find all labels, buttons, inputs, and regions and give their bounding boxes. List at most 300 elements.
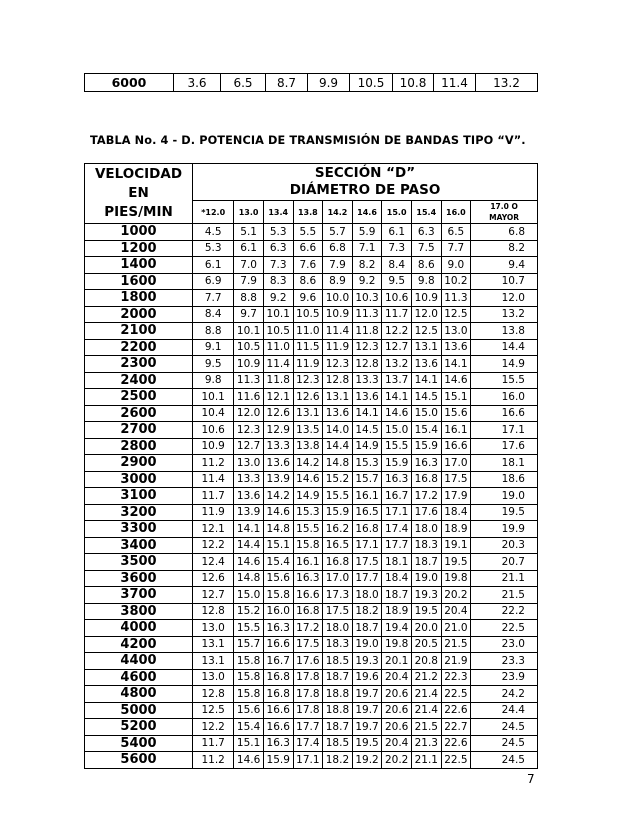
value-cell: 12.7 [382, 339, 412, 356]
value-cell: 7.1 [352, 240, 382, 257]
velocity-header-line: PIES/MIN [104, 204, 173, 220]
value-cell: 5.3 [193, 240, 234, 257]
velocity-cell: 2000 [85, 306, 193, 323]
table-row [85, 372, 538, 389]
value-cell: 13.6 [234, 488, 264, 505]
table-row [85, 273, 538, 290]
value-cell: 9.5 [382, 273, 412, 290]
page-number: 7 [527, 772, 535, 786]
value-cell: 15.3 [293, 504, 323, 521]
value-cell: 16.1 [293, 554, 323, 571]
value-cell: 9.8 [193, 372, 234, 389]
value-cell: 7.7 [441, 240, 471, 257]
value-cell: 17.4 [293, 735, 323, 752]
value-cell: 17.8 [293, 702, 323, 719]
value-cell: 18.7 [323, 669, 353, 686]
value-cell: 6.3 [411, 224, 441, 241]
value-cell: 24.5 [471, 719, 538, 736]
value-cell: 16.8 [323, 554, 353, 571]
value-cell: 8.3 [263, 273, 293, 290]
value-cell: 14.9 [352, 438, 382, 455]
value-cell: 9.9 [308, 74, 350, 92]
value-cell: 17.6 [471, 438, 538, 455]
value-cell: 8.7 [266, 74, 308, 92]
value-cell: 15.1 [263, 537, 293, 554]
value-cell: 13.9 [263, 471, 293, 488]
value-cell: 18.1 [471, 455, 538, 472]
velocity-cell: 2200 [85, 339, 193, 356]
value-cell: 15.4 [234, 719, 264, 736]
value-cell: 6.1 [234, 240, 264, 257]
diameter-header: 15.0 [382, 201, 412, 224]
value-cell: 21.5 [411, 719, 441, 736]
value-cell: 9.5 [193, 356, 234, 373]
value-cell: 16.8 [293, 603, 323, 620]
value-cell: 11.9 [193, 504, 234, 521]
value-cell: 24.5 [471, 752, 538, 769]
value-cell: 21.0 [441, 620, 471, 637]
value-cell: 16.1 [352, 488, 382, 505]
value-cell: 21.5 [441, 636, 471, 653]
value-cell: 12.9 [263, 422, 293, 439]
value-cell: 15.4 [263, 554, 293, 571]
value-cell: 19.5 [411, 603, 441, 620]
value-cell: 12.4 [193, 554, 234, 571]
value-cell: 17.2 [411, 488, 441, 505]
value-cell: 14.8 [263, 521, 293, 538]
value-cell: 7.5 [411, 240, 441, 257]
velocity-cell: 3000 [85, 471, 193, 488]
table-row [85, 570, 538, 587]
value-cell: 24.2 [471, 686, 538, 703]
value-cell: 22.5 [441, 686, 471, 703]
value-cell: 17.4 [382, 521, 412, 538]
value-cell: 12.3 [323, 356, 353, 373]
value-cell: 5.3 [263, 224, 293, 241]
value-cell: 16.6 [441, 438, 471, 455]
value-cell: 20.2 [382, 752, 412, 769]
diameter-header: 13.4 [263, 201, 293, 224]
table-row [85, 356, 538, 373]
value-cell: 13.7 [382, 372, 412, 389]
value-cell: 15.4 [411, 422, 441, 439]
value-cell: 18.7 [382, 587, 412, 604]
value-cell: 24.4 [471, 702, 538, 719]
table-row [85, 686, 538, 703]
table-row [85, 554, 538, 571]
table-row [85, 653, 538, 670]
value-cell: 12.0 [471, 290, 538, 307]
value-cell: 15.1 [441, 389, 471, 406]
velocity-cell: 2400 [85, 372, 193, 389]
value-cell: 15.9 [323, 504, 353, 521]
value-cell: 16.7 [263, 653, 293, 670]
value-cell: 17.5 [293, 636, 323, 653]
value-cell: 6.6 [293, 240, 323, 257]
value-cell: 11.9 [323, 339, 353, 356]
value-cell: 7.3 [263, 257, 293, 274]
velocity-cell: 3500 [85, 554, 193, 571]
value-cell: 9.0 [441, 257, 471, 274]
value-cell: 14.4 [471, 339, 538, 356]
value-cell: 20.6 [382, 702, 412, 719]
value-cell: 20.4 [382, 669, 412, 686]
value-cell: 11.4 [323, 323, 353, 340]
velocity-header-line: VELOCIDAD [94, 166, 183, 182]
value-cell: 14.8 [234, 570, 264, 587]
value-cell: 16.6 [263, 636, 293, 653]
value-cell: 8.8 [234, 290, 264, 307]
value-cell: 23.3 [471, 653, 538, 670]
value-cell: 11.3 [441, 290, 471, 307]
value-cell: 16.6 [263, 719, 293, 736]
value-cell: 19.8 [441, 570, 471, 587]
value-cell: 19.6 [352, 669, 382, 686]
value-cell: 16.3 [411, 455, 441, 472]
value-cell: 14.2 [293, 455, 323, 472]
value-cell: 19.3 [352, 653, 382, 670]
value-cell: 23.9 [471, 669, 538, 686]
value-cell: 15.7 [234, 636, 264, 653]
value-cell: 18.0 [352, 587, 382, 604]
value-cell: 12.0 [234, 405, 264, 422]
value-cell: 12.7 [234, 438, 264, 455]
value-cell: 16.5 [323, 537, 353, 554]
value-cell: 20.3 [471, 537, 538, 554]
diameter-header: 13.0 [234, 201, 264, 224]
value-cell: 20.5 [411, 636, 441, 653]
value-cell: 17.2 [293, 620, 323, 637]
value-cell: 10.8 [393, 74, 434, 92]
value-cell: 17.7 [293, 719, 323, 736]
value-cell: 15.5 [382, 438, 412, 455]
table-row [85, 224, 538, 241]
value-cell: 19.9 [471, 521, 538, 538]
value-cell: 15.6 [441, 405, 471, 422]
value-cell: 10.1 [234, 323, 264, 340]
value-cell: 13.0 [193, 620, 234, 637]
value-cell: 6.8 [471, 224, 538, 241]
header-row [85, 164, 538, 201]
value-cell: 19.7 [352, 702, 382, 719]
value-cell: 15.0 [411, 405, 441, 422]
velocity-cell: 2800 [85, 438, 193, 455]
value-cell: 12.5 [193, 702, 234, 719]
value-cell: 15.8 [293, 537, 323, 554]
section-header [193, 164, 538, 201]
table-row [85, 257, 538, 274]
value-cell: 10.9 [193, 438, 234, 455]
value-cell: 18.4 [441, 504, 471, 521]
value-cell: 10.9 [323, 306, 353, 323]
value-cell: 19.2 [352, 752, 382, 769]
value-cell: 19.8 [382, 636, 412, 653]
value-cell: 9.6 [293, 290, 323, 307]
value-cell: 14.6 [263, 504, 293, 521]
value-cell: 8.2 [352, 257, 382, 274]
diameter-title: DIÁMETRO DE PASO [289, 182, 441, 198]
value-cell: 22.2 [471, 603, 538, 620]
velocity-cell: 5200 [85, 719, 193, 736]
value-cell: 14.8 [323, 455, 353, 472]
value-cell: 20.4 [382, 735, 412, 752]
value-cell: 7.9 [234, 273, 264, 290]
value-cell: 18.9 [382, 603, 412, 620]
table-body [85, 224, 538, 769]
value-cell: 13.8 [293, 438, 323, 455]
value-cell: 8.9 [323, 273, 353, 290]
value-cell: 11.5 [293, 339, 323, 356]
value-cell: 10.4 [193, 405, 234, 422]
value-cell: 3.6 [174, 74, 221, 92]
value-cell: 22.3 [441, 669, 471, 686]
value-cell: 16.3 [293, 570, 323, 587]
value-cell: 17.7 [382, 537, 412, 554]
value-cell: 14.6 [234, 752, 264, 769]
value-cell: 14.9 [471, 356, 538, 373]
value-cell: 10.5 [350, 74, 393, 92]
value-cell: 8.6 [293, 273, 323, 290]
value-cell: 7.3 [382, 240, 412, 257]
value-cell: 15.8 [234, 669, 264, 686]
value-cell: 20.8 [411, 653, 441, 670]
value-cell: 21.4 [411, 686, 441, 703]
value-cell: 8.4 [193, 306, 234, 323]
value-cell: 20.7 [471, 554, 538, 571]
value-cell: 10.2 [441, 273, 471, 290]
value-cell: 8.6 [411, 257, 441, 274]
value-cell: 10.5 [234, 339, 264, 356]
value-cell: 16.8 [411, 471, 441, 488]
value-cell: 12.3 [234, 422, 264, 439]
value-cell: 17.5 [352, 554, 382, 571]
value-cell: 13.1 [411, 339, 441, 356]
value-cell: 15.5 [471, 372, 538, 389]
value-cell: 11.3 [234, 372, 264, 389]
value-cell: 16.6 [471, 405, 538, 422]
value-cell: 18.8 [323, 702, 353, 719]
value-cell: 12.6 [193, 570, 234, 587]
table-row [85, 455, 538, 472]
value-cell: 17.5 [441, 471, 471, 488]
value-cell: 15.8 [234, 653, 264, 670]
velocity-cell: 5400 [85, 735, 193, 752]
value-cell: 14.2 [263, 488, 293, 505]
value-cell: 18.7 [323, 719, 353, 736]
value-cell: 14.5 [411, 389, 441, 406]
value-cell: 22.6 [441, 735, 471, 752]
diameter-header: 15.4 [411, 201, 441, 224]
value-cell: 15.6 [263, 570, 293, 587]
value-cell: 17.0 [323, 570, 353, 587]
velocity-cell: 4000 [85, 620, 193, 637]
table-row [85, 240, 538, 257]
value-cell: 6.5 [441, 224, 471, 241]
value-cell: 16.8 [263, 669, 293, 686]
value-cell: 17.0 [441, 455, 471, 472]
velocity-cell: 2500 [85, 389, 193, 406]
value-cell: 6.3 [263, 240, 293, 257]
table-row [85, 323, 538, 340]
table-row [85, 405, 538, 422]
velocity-cell: 1600 [85, 273, 193, 290]
value-cell: 12.7 [193, 587, 234, 604]
velocity-cell: 4200 [85, 636, 193, 653]
velocity-cell: 1000 [85, 224, 193, 241]
value-cell: 13.6 [411, 356, 441, 373]
value-cell: 10.1 [263, 306, 293, 323]
value-cell: 15.5 [323, 488, 353, 505]
value-cell: 16.8 [352, 521, 382, 538]
velocity-cell: 3300 [85, 521, 193, 538]
value-cell: 19.7 [352, 686, 382, 703]
value-cell: 18.4 [382, 570, 412, 587]
table-row [85, 422, 538, 439]
table-row [85, 306, 538, 323]
value-cell: 15.9 [263, 752, 293, 769]
value-cell: 16.6 [293, 587, 323, 604]
velocity-cell: 5000 [85, 702, 193, 719]
value-cell: 19.0 [352, 636, 382, 653]
value-cell: 9.2 [352, 273, 382, 290]
value-cell: 12.3 [352, 339, 382, 356]
value-cell: 13.1 [293, 405, 323, 422]
value-cell: 15.5 [293, 521, 323, 538]
table-row [85, 504, 538, 521]
table-caption: TABLA No. 4 - D. POTENCIA DE TRANSMISIÓN DE BANDAS TIPO “V”. [90, 134, 526, 147]
velocity-header [85, 164, 193, 224]
value-cell: 11.9 [293, 356, 323, 373]
value-cell: 13.1 [193, 636, 234, 653]
value-cell: 13.2 [471, 306, 538, 323]
value-cell: 13.1 [323, 389, 353, 406]
value-cell: 9.1 [193, 339, 234, 356]
value-cell: 12.2 [193, 537, 234, 554]
value-cell: 16.3 [263, 620, 293, 637]
value-cell: 12.0 [411, 306, 441, 323]
velocity-cell: 2300 [85, 356, 193, 373]
value-cell: 11.6 [234, 389, 264, 406]
value-cell: 21.9 [441, 653, 471, 670]
table-row [85, 636, 538, 653]
value-cell: 10.7 [471, 273, 538, 290]
value-cell: 21.1 [411, 752, 441, 769]
section-title: SECCIÓN “D” [314, 165, 416, 181]
value-cell: 20.6 [382, 719, 412, 736]
value-cell: 8.8 [193, 323, 234, 340]
value-cell: 15.0 [382, 422, 412, 439]
value-cell: 15.9 [382, 455, 412, 472]
value-cell: 16.2 [323, 521, 353, 538]
velocity-cell: 2100 [85, 323, 193, 340]
value-cell: 13.2 [382, 356, 412, 373]
value-cell: 14.1 [352, 405, 382, 422]
value-cell: 15.2 [323, 471, 353, 488]
value-cell: 18.0 [411, 521, 441, 538]
value-cell: 5.5 [293, 224, 323, 241]
value-cell: 13.3 [263, 438, 293, 455]
value-cell: 17.6 [411, 504, 441, 521]
value-cell: 17.1 [471, 422, 538, 439]
value-cell: 10.9 [234, 356, 264, 373]
table-row [85, 521, 538, 538]
value-cell: 7.6 [293, 257, 323, 274]
value-cell: 10.0 [323, 290, 353, 307]
value-cell: 18.1 [382, 554, 412, 571]
value-cell: 13.5 [293, 422, 323, 439]
value-cell: 14.6 [441, 372, 471, 389]
value-cell: 22.5 [471, 620, 538, 637]
value-cell: 24.5 [471, 735, 538, 752]
value-cell: 15.6 [234, 702, 264, 719]
value-cell: 13.6 [441, 339, 471, 356]
value-cell: 12.8 [323, 372, 353, 389]
velocity-cell: 3400 [85, 537, 193, 554]
value-cell: 16.6 [263, 702, 293, 719]
value-cell: 17.6 [293, 653, 323, 670]
velocity-cell: 5600 [85, 752, 193, 769]
table-row [85, 702, 538, 719]
velocity-cell: 4600 [85, 669, 193, 686]
table-row [85, 74, 538, 92]
value-cell: 18.2 [323, 752, 353, 769]
value-cell: 13.8 [471, 323, 538, 340]
value-cell: 18.0 [323, 620, 353, 637]
value-cell: 19.0 [471, 488, 538, 505]
value-cell: 18.3 [323, 636, 353, 653]
value-cell: 14.1 [382, 389, 412, 406]
value-cell: 12.5 [411, 323, 441, 340]
value-cell: 13.6 [323, 405, 353, 422]
value-cell: 5.1 [234, 224, 264, 241]
value-cell: 7.0 [234, 257, 264, 274]
value-cell: 18.9 [441, 521, 471, 538]
table-row [85, 488, 538, 505]
value-cell: 11.4 [193, 471, 234, 488]
table-row [85, 587, 538, 604]
value-cell: 16.8 [263, 686, 293, 703]
value-cell: 13.1 [193, 653, 234, 670]
velocity-cell: 4400 [85, 653, 193, 670]
value-cell: 12.1 [263, 389, 293, 406]
table-row [85, 471, 538, 488]
value-cell: 17.1 [352, 537, 382, 554]
value-cell: 16.0 [471, 389, 538, 406]
value-cell: 20.4 [441, 603, 471, 620]
value-cell: 15.1 [234, 735, 264, 752]
value-cell: 16.7 [382, 488, 412, 505]
value-cell: 11.7 [382, 306, 412, 323]
value-cell: 18.6 [471, 471, 538, 488]
value-cell: 11.7 [193, 488, 234, 505]
value-cell: 12.8 [193, 603, 234, 620]
diameter-header-line: 17.0 O [490, 202, 518, 211]
table-row [85, 669, 538, 686]
previous-table-fragment [84, 73, 538, 92]
value-cell: 18.2 [352, 603, 382, 620]
value-cell: 19.0 [411, 570, 441, 587]
value-cell: 16.3 [382, 471, 412, 488]
value-cell: 11.0 [293, 323, 323, 340]
value-cell: 14.5 [352, 422, 382, 439]
diameter-header: 16.0 [441, 201, 471, 224]
velocity-cell: 1200 [85, 240, 193, 257]
value-cell: 17.7 [352, 570, 382, 587]
value-cell: 12.3 [293, 372, 323, 389]
value-cell: 9.8 [411, 273, 441, 290]
value-cell: 19.3 [411, 587, 441, 604]
value-cell: 10.1 [193, 389, 234, 406]
